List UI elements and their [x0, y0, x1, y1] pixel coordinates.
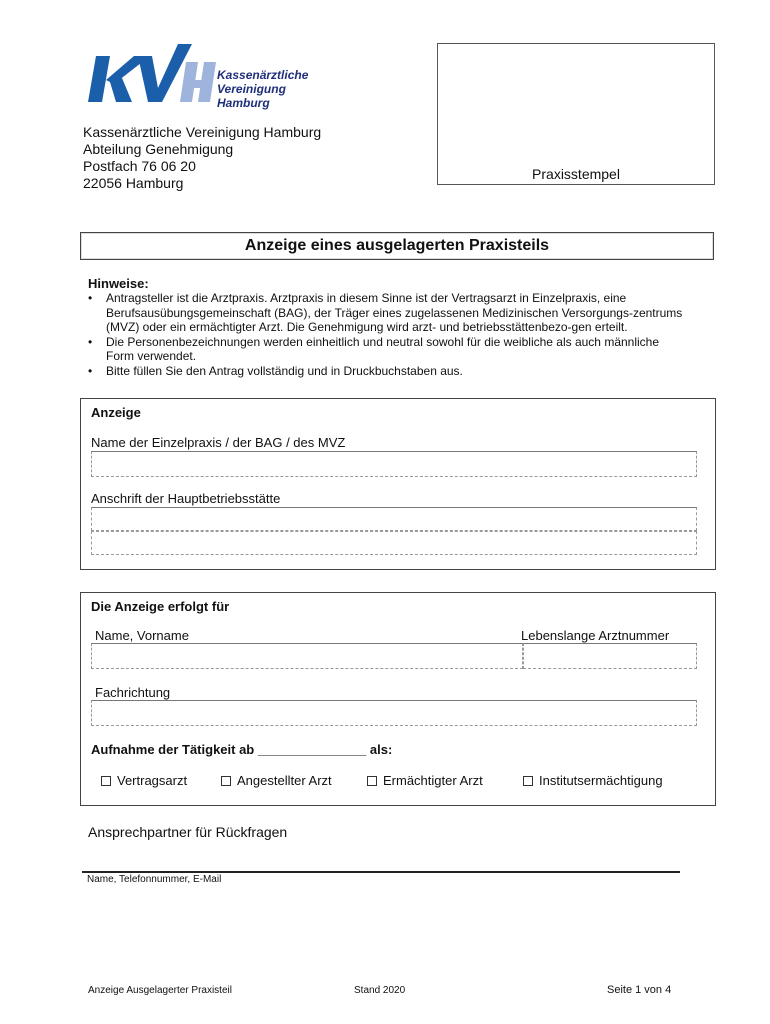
checkbox-icon[interactable]: [221, 776, 231, 786]
bullet-icon: •: [88, 334, 93, 349]
praxis-name-label: Name der Einzelpraxis / der BAG / des MVZ: [91, 435, 346, 450]
arztnummer-field[interactable]: [523, 643, 697, 669]
aufnahme-taetigkeit-label: Aufnahme der Tätigkeit ab _______________ als:: [91, 742, 393, 757]
arztnummer-label: Lebenslange Arztnummer: [521, 628, 670, 643]
section-fuer-heading: Die Anzeige erfolgt für: [91, 599, 230, 614]
name-vorname-field[interactable]: [91, 643, 523, 669]
hinweise-heading: Hinweise:: [88, 276, 149, 291]
option-label: Ermächtigter Arzt: [383, 773, 483, 788]
ansprechpartner-caption: Name, Telefonnummer, E-Mail: [87, 874, 222, 885]
footer-stand: Stand 2020: [354, 985, 406, 996]
footer-page-number: Seite 1 von 4: [607, 984, 672, 996]
logo-text: [217, 68, 308, 110]
option-label: Angestellter Arzt: [237, 773, 332, 788]
address-line: 22056 Hamburg: [83, 175, 184, 191]
form-title: Anzeige eines ausgelagerten Praxisteils: [80, 232, 714, 260]
logo-text-line: Vereinigung: [217, 82, 286, 96]
hinweise-list: [86, 291, 686, 378]
bullet-icon: •: [88, 363, 93, 378]
hinweis-item: [86, 291, 686, 335]
praxisstempel-field[interactable]: [437, 43, 715, 185]
address-line: Postfach 76 06 20: [83, 158, 196, 174]
bullet-icon: •: [88, 291, 93, 305]
praxisstempel-label: Praxisstempel: [532, 166, 620, 182]
option-institutsermaechtigung[interactable]: [523, 773, 663, 788]
hinweis-text: Antragsteller ist die Arztpraxis. Arztpraxis in diesem Sinne ist der Vertragsarzt in Einzelpraxis, eine Berufsausübungsgemeinschaft (BAG), der Träger eines zugelassenen Medizinischen Versorgungs-zentrums (MVZ) oder ein ermächtigter Arzt. Die Genehmigung wird arzt- und betriebsstättenbezo-gen erteilt.: [106, 291, 683, 334]
hinweis-text: Bitte füllen Sie den Antrag vollständig und in Druckbuchstaben aus.: [106, 363, 463, 378]
footer-document-name: Anzeige Ausgelagerter Praxisteil: [88, 985, 232, 996]
hauptbetriebsstaette-label: Anschrift der Hauptbetriebsstätte: [91, 491, 281, 506]
logo-letter-k: [88, 56, 110, 102]
hauptbetriebsstaette-field-line1[interactable]: [91, 507, 697, 531]
recipient-address: [83, 124, 321, 192]
hinweis-item: [86, 364, 686, 379]
ansprechpartner-label: Ansprechpartner für Rückfragen: [88, 824, 288, 840]
option-label: Institutsermächtigung: [539, 773, 663, 788]
ansprechpartner-field[interactable]: [82, 871, 680, 873]
praxis-name-field[interactable]: [91, 451, 697, 477]
hauptbetriebsstaette-field-line2[interactable]: [91, 531, 697, 555]
logo-text-line: Hamburg: [217, 96, 270, 110]
section-anzeige-heading: Anzeige: [91, 405, 141, 420]
address-line: Abteilung Genehmigung: [83, 141, 234, 157]
hinweis-text: Die Personenbezeichnungen werden einheitlich und neutral sowohl für die weibliche als auch männliche Form verwendet.: [106, 334, 660, 363]
option-ermaechtigter-arzt[interactable]: [367, 773, 483, 788]
logo-text-line: Kassenärztliche: [217, 68, 309, 82]
section-anzeige-fuer: [80, 592, 716, 806]
option-label: Vertragsarzt: [117, 773, 188, 788]
checkbox-icon[interactable]: [523, 776, 533, 786]
checkbox-icon[interactable]: [101, 776, 111, 786]
address-line: Kassenärztliche Vereinigung Hamburg: [83, 124, 322, 140]
option-vertragsarzt[interactable]: [101, 773, 187, 788]
section-anzeige: [80, 398, 716, 570]
fachrichtung-label: Fachrichtung: [95, 685, 171, 700]
name-vorname-label: Name, Vorname: [95, 628, 189, 643]
option-angestellter-arzt[interactable]: [221, 773, 332, 788]
fachrichtung-field[interactable]: [91, 700, 697, 726]
hinweis-item: [86, 335, 686, 364]
checkbox-icon[interactable]: [367, 776, 377, 786]
